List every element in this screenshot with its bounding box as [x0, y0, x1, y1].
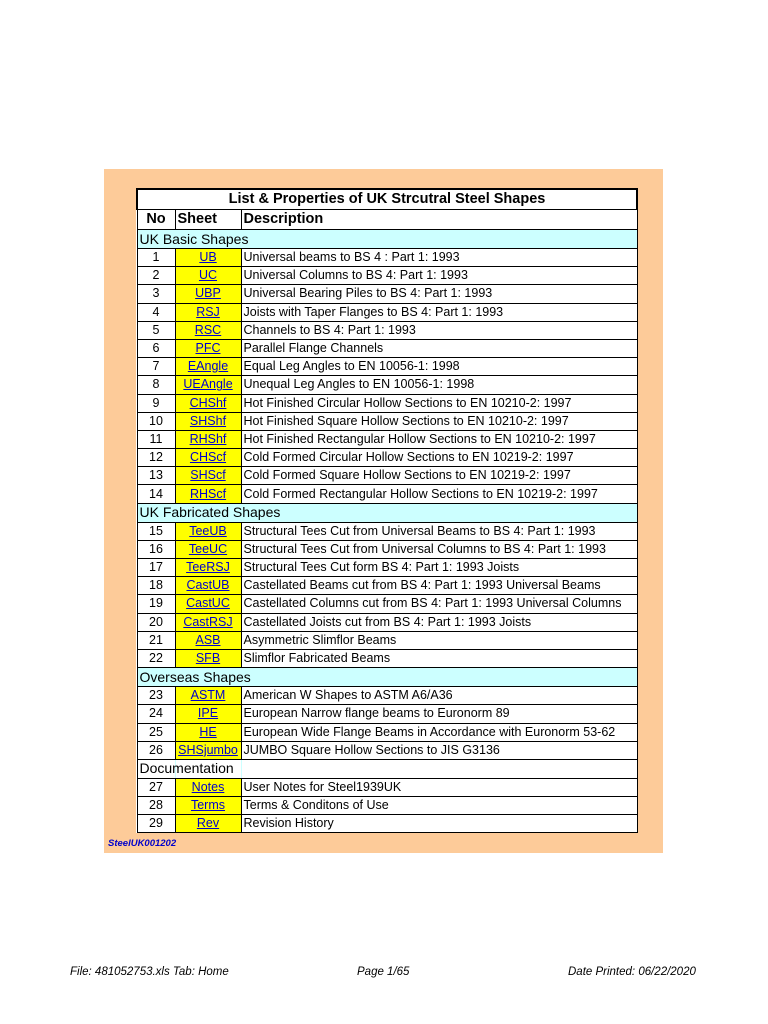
row-description: Revision History: [241, 815, 637, 833]
sheet-link[interactable]: TeeRSJ: [186, 560, 230, 575]
row-number: 19: [137, 595, 175, 613]
row-description: American W Shapes to ASTM A6/A36: [241, 687, 637, 705]
row-description: European Narrow flange beams to Euronorm 89: [241, 705, 637, 723]
table-row: [137, 249, 637, 267]
sheet-cell: [175, 613, 241, 631]
sheet-link[interactable]: UEAngle: [183, 377, 233, 392]
row-description: Equal Leg Angles to EN 10056-1: 1998: [241, 358, 637, 376]
table-row: [137, 595, 637, 613]
row-description: Slimflor Fabricated Beams: [241, 649, 637, 667]
sheet-link[interactable]: SHShf: [189, 413, 227, 428]
sheet-link[interactable]: Terms: [190, 798, 226, 813]
row-description: Hot Finished Square Hollow Sections to EN 10210-2: 1997: [241, 412, 637, 430]
sheet-cell: [175, 687, 241, 705]
sheet-cell: [175, 339, 241, 357]
sheet-cell: [175, 449, 241, 467]
row-description: User Notes for Steel1939UK: [241, 778, 637, 796]
row-number: 10: [137, 412, 175, 430]
row-description: Castellated Joists cut from BS 4: Part 1: 1993 Joists: [241, 613, 637, 631]
section-row: [137, 668, 637, 687]
table-row: [137, 649, 637, 667]
row-description: Channels to BS 4: Part 1: 1993: [241, 321, 637, 339]
sheet-cell: [175, 285, 241, 303]
sheet-cell: [175, 631, 241, 649]
sheet-cell: [175, 430, 241, 448]
sheet-cell: [175, 797, 241, 815]
row-number: 18: [137, 577, 175, 595]
row-number: 2: [137, 267, 175, 285]
row-description: JUMBO Square Hollow Sections to JIS G3136: [241, 741, 637, 759]
sheet-cell: [175, 540, 241, 558]
sheet-link[interactable]: UC: [198, 268, 218, 283]
section-label: Documentation: [139, 760, 234, 777]
section-spacer: [241, 668, 637, 687]
section-row: [137, 230, 637, 249]
sheet-cell: [175, 267, 241, 285]
row-number: 28: [137, 797, 175, 815]
row-number: 7: [137, 358, 175, 376]
sheet-link[interactable]: UB: [199, 250, 217, 265]
row-description: Structural Tees Cut from Universal Columns to BS 4: Part 1: 1993: [241, 540, 637, 558]
footer-date: Date Printed: 06/22/2020: [568, 966, 696, 978]
table-row: [137, 285, 637, 303]
table-row: [137, 303, 637, 321]
row-description: Hot Finished Rectangular Hollow Sections to EN 10210-2: 1997: [241, 430, 637, 448]
sheet-cell: [175, 815, 241, 833]
section-label: UK Basic Shapes: [139, 230, 249, 247]
row-description: Parallel Flange Channels: [241, 339, 637, 357]
document-code: SteelUK001202: [108, 838, 177, 849]
footer-file: File: 481052753.xls Tab: Home: [70, 966, 229, 978]
table-header-row: [137, 210, 637, 230]
sheet-link[interactable]: Rev: [196, 816, 220, 831]
section-spacer: [241, 503, 637, 522]
sheet-link[interactable]: ASTM: [190, 688, 226, 703]
row-number: 1: [137, 249, 175, 267]
row-description: Unequal Leg Angles to EN 10056-1: 1998: [241, 376, 637, 394]
sheet-cell: [175, 559, 241, 577]
sheet-cell: [175, 467, 241, 485]
table-row: [137, 430, 637, 448]
table-row: [137, 358, 637, 376]
section-label: Overseas Shapes: [139, 668, 251, 685]
sheet-cell: [175, 394, 241, 412]
table-row: [137, 412, 637, 430]
footer-page: Page 1/65: [357, 966, 410, 978]
row-number: 20: [137, 613, 175, 631]
sheet-cell: [175, 595, 241, 613]
table-row: [137, 394, 637, 412]
row-description: Universal beams to BS 4 : Part 1: 1993: [241, 249, 637, 267]
sheet-link[interactable]: CastUC: [186, 596, 230, 611]
table-row: [137, 631, 637, 649]
sheet-link[interactable]: RSC: [194, 322, 222, 337]
table-row: [137, 741, 637, 759]
sheet-cell: [175, 485, 241, 503]
sheet-link[interactable]: RHScf: [189, 486, 227, 501]
row-number: 8: [137, 376, 175, 394]
section-spacer: [241, 230, 637, 249]
table-row: [137, 723, 637, 741]
row-number: 21: [137, 631, 175, 649]
sheet-cell: [175, 577, 241, 595]
sheet-cell: [175, 778, 241, 796]
row-number: 3: [137, 285, 175, 303]
table-row: [137, 613, 637, 631]
row-description: Hot Finished Circular Hollow Sections to EN 10210-2: 1997: [241, 394, 637, 412]
table-row: [137, 540, 637, 558]
row-description: Asymmetric Slimflor Beams: [241, 631, 637, 649]
row-description: Castellated Beams cut from BS 4: Part 1: 1993 Universal Beams: [241, 577, 637, 595]
sheet-link[interactable]: CHShf: [189, 395, 227, 410]
header-no: No: [137, 210, 175, 230]
row-number: 27: [137, 778, 175, 796]
table-row: [137, 559, 637, 577]
table-row: [137, 577, 637, 595]
section-heading: [137, 503, 281, 522]
table-row: [137, 797, 637, 815]
row-number: 25: [137, 723, 175, 741]
header-description: Description: [241, 210, 637, 230]
sheet-cell: [175, 358, 241, 376]
sheet-link[interactable]: TeeUB: [189, 523, 227, 538]
sheet-cell: [175, 649, 241, 667]
section-row: [137, 503, 637, 522]
sheet-cell: [175, 321, 241, 339]
row-number: 23: [137, 687, 175, 705]
row-description: Cold Formed Rectangular Hollow Sections to EN 10219-2: 1997: [241, 485, 637, 503]
sheet-link[interactable]: CastRSJ: [183, 614, 233, 629]
sheet-link[interactable]: IPE: [197, 706, 219, 721]
table-row: [137, 687, 637, 705]
section-label: UK Fabricated Shapes: [139, 504, 281, 521]
table-row: [137, 339, 637, 357]
sheet-cell: [175, 303, 241, 321]
sheet-link[interactable]: RHShf: [189, 431, 227, 446]
section-spacer: [241, 759, 637, 778]
table-row: [137, 321, 637, 339]
sheet-link[interactable]: TeeUC: [188, 541, 228, 556]
section-row: [137, 759, 637, 778]
sheet-link[interactable]: EAngle: [187, 359, 229, 374]
sheet-cell: [175, 412, 241, 430]
steel-shapes-table: [136, 188, 638, 833]
row-number: 5: [137, 321, 175, 339]
row-number: 12: [137, 449, 175, 467]
row-number: 15: [137, 522, 175, 540]
row-number: 24: [137, 705, 175, 723]
table-row: [137, 522, 637, 540]
row-number: 9: [137, 394, 175, 412]
sheet-cell: [175, 705, 241, 723]
row-number: 17: [137, 559, 175, 577]
sheet-cell: [175, 741, 241, 759]
table-row: [137, 467, 637, 485]
row-description: Terms & Conditons of Use: [241, 797, 637, 815]
row-number: 22: [137, 649, 175, 667]
sheet-link[interactable]: UBP: [195, 286, 221, 301]
section-heading: [137, 230, 249, 249]
row-number: 14: [137, 485, 175, 503]
row-description: Cold Formed Circular Hollow Sections to EN 10219-2: 1997: [241, 449, 637, 467]
row-description: Structural Tees Cut from Universal Beams to BS 4: Part 1: 1993: [241, 522, 637, 540]
sheet-cell: [175, 249, 241, 267]
sheet-cell: [175, 723, 241, 741]
table-title-row: [137, 189, 637, 210]
sheet-link[interactable]: CHScf: [189, 450, 227, 465]
row-description: Structural Tees Cut form BS 4: Part 1: 1993 Joists: [241, 559, 637, 577]
section-heading: [137, 759, 234, 778]
sheet-link[interactable]: ASB: [195, 632, 221, 647]
table-row: [137, 778, 637, 796]
sheet-link[interactable]: RSJ: [196, 304, 220, 319]
sheet-link[interactable]: CastUB: [186, 578, 230, 593]
row-description: Joists with Taper Flanges to BS 4: Part 1: 1993: [241, 303, 637, 321]
row-number: 26: [137, 741, 175, 759]
row-description: Universal Columns to BS 4: Part 1: 1993: [241, 267, 637, 285]
row-description: Cold Formed Square Hollow Sections to EN 10219-2: 1997: [241, 467, 637, 485]
sheet-link[interactable]: SHSjumbo: [178, 742, 238, 757]
row-number: 11: [137, 430, 175, 448]
row-description: Universal Bearing Piles to BS 4: Part 1: 1993: [241, 285, 637, 303]
row-description: European Wide Flange Beams in Accordance with Euronorm 53-62: [241, 723, 637, 741]
sheet-cell: [175, 522, 241, 540]
table-row: [137, 376, 637, 394]
table-row: [137, 449, 637, 467]
table-row: [137, 267, 637, 285]
row-number: 6: [137, 339, 175, 357]
sheet-link[interactable]: Notes: [191, 779, 225, 794]
row-number: 13: [137, 467, 175, 485]
table-row: [137, 815, 637, 833]
row-number: 29: [137, 815, 175, 833]
row-number: 16: [137, 540, 175, 558]
table-row: [137, 705, 637, 723]
sheet-link[interactable]: SFB: [195, 651, 221, 666]
sheet-link[interactable]: PFC: [195, 341, 221, 356]
row-description: Castellated Columns cut from BS 4: Part 1: 1993 Universal Columns: [241, 595, 637, 613]
section-heading: [137, 668, 251, 687]
table-row: [137, 485, 637, 503]
sheet-cell: [175, 376, 241, 394]
sheet-link[interactable]: HE: [199, 724, 217, 739]
header-sheet: Sheet: [175, 210, 241, 230]
table-title: List & Properties of UK Strcutral Steel Shapes: [137, 189, 637, 210]
row-number: 4: [137, 303, 175, 321]
sheet-link[interactable]: SHScf: [190, 468, 226, 483]
